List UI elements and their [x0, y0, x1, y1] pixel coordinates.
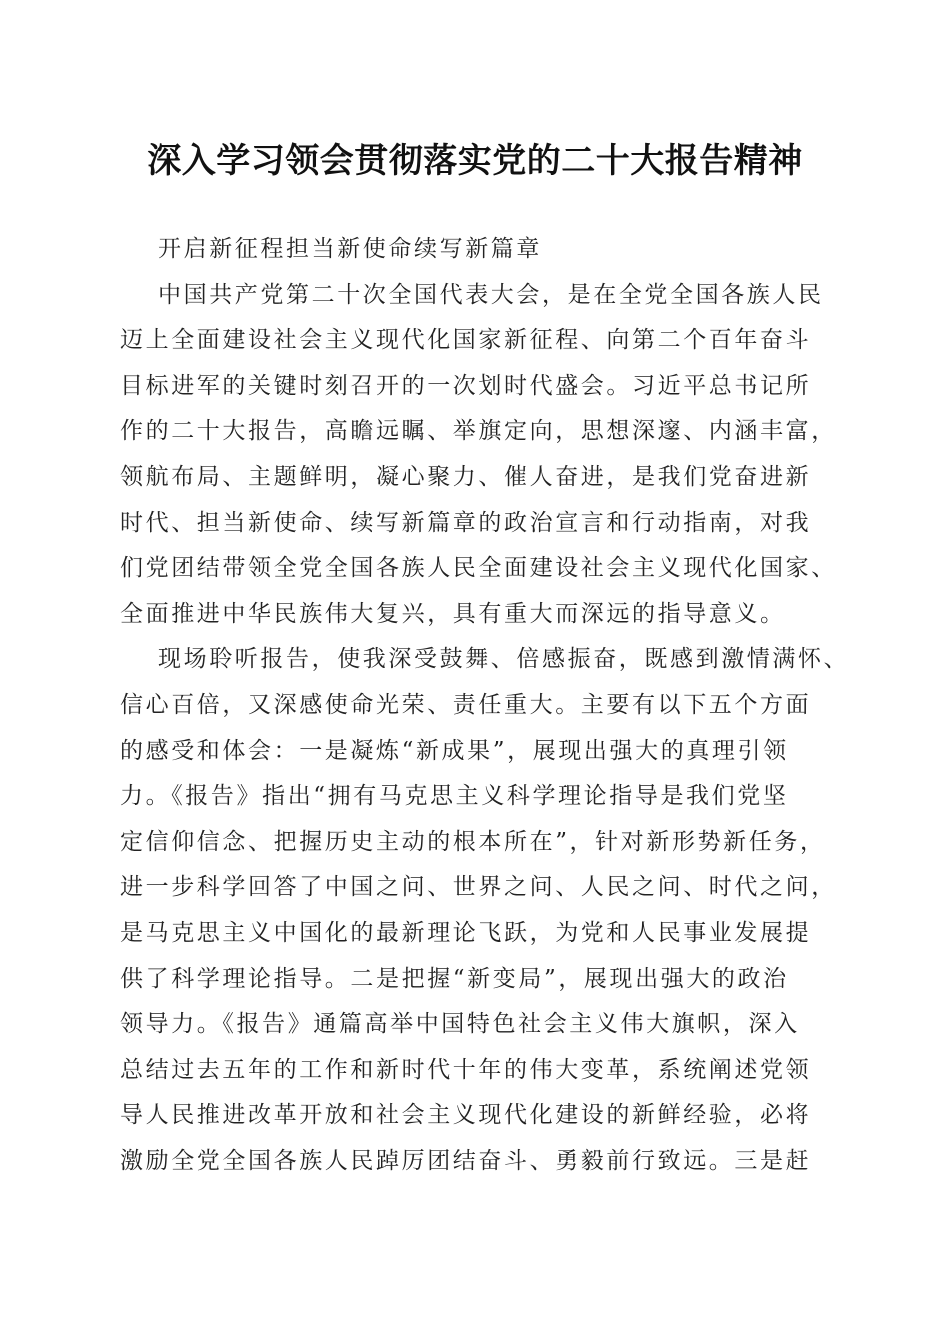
body-text-line: 作的二十大报告，高瞻远瞩、举旗定向，思想深邃、内涵丰富，	[120, 418, 837, 445]
body-text-line: 进一步科学回答了中国之问、世界之问、人民之问、时代之问，	[120, 874, 837, 901]
body-text-line: 目标进军的关键时刻召开的一次划时代盛会。习近平总书记所	[120, 372, 812, 399]
body-text-line: 导人民推进改革开放和社会主义现代化建设的新鲜经验，必将	[120, 1102, 812, 1129]
body-text-line: 的感受和体会：一是凝炼“新成果”，展现出强大的真理引领	[120, 737, 789, 764]
body-text-line: 信心百倍，又深感使命光荣、责任重大。主要有以下五个方面	[120, 691, 812, 718]
body-text-line: 供了科学理论指导。二是把握“新变局”，展现出强大的政治	[120, 965, 789, 992]
body-text-line: 定信仰信念、把握历史主动的根本所在”，针对新形势新任务，	[120, 828, 826, 855]
subtitle-line: 开启新征程担当新使命续写新篇章	[158, 236, 542, 262]
body-text-line: 领航布局、主题鲜明，凝心聚力、催人奋进，是我们党奋进新	[120, 463, 812, 490]
body-text-line: 全面推进中华民族伟大复兴，具有重大而深远的指导意义。	[120, 600, 786, 627]
body-text-line: 时代、担当新使命、续写新篇章的政治宣言和行动指南，对我	[120, 509, 812, 536]
document-body	[120, 227, 850, 1184]
body-text-line: 现场聆听报告，使我深受鼓舞、倍感振奋，既感到激情满怀、	[158, 646, 850, 673]
body-text-line: 迈上全面建设社会主义现代化国家新征程、向第二个百年奋斗	[120, 327, 812, 354]
body-text-line: 是马克思主义中国化的最新理论飞跃，为党和人民事业发展提	[120, 919, 812, 946]
body-text-line: 总结过去五年的工作和新时代十年的伟大变革，系统阐述党领	[120, 1056, 812, 1083]
document-title: 深入学习领会贯彻落实党的二十大报告精神	[147, 141, 803, 181]
body-text-line: 领导力。《报告》通篇高举中国特色社会主义伟大旗帜，深入	[120, 1011, 800, 1038]
body-text-line: 们党团结带领全党全国各族人民全面建设社会主义现代化国家、	[120, 555, 837, 582]
body-text-line: 激励全党全国各族人民踔厉团结奋斗、勇毅前行致远。三是赶	[120, 1147, 812, 1174]
body-text-line: 中国共产党第二十次全国代表大会，是在全党全国各族人民	[158, 281, 824, 308]
body-text-line: 力。《报告》指出“拥有马克思主义科学理论指导是我们党坚	[120, 783, 789, 810]
